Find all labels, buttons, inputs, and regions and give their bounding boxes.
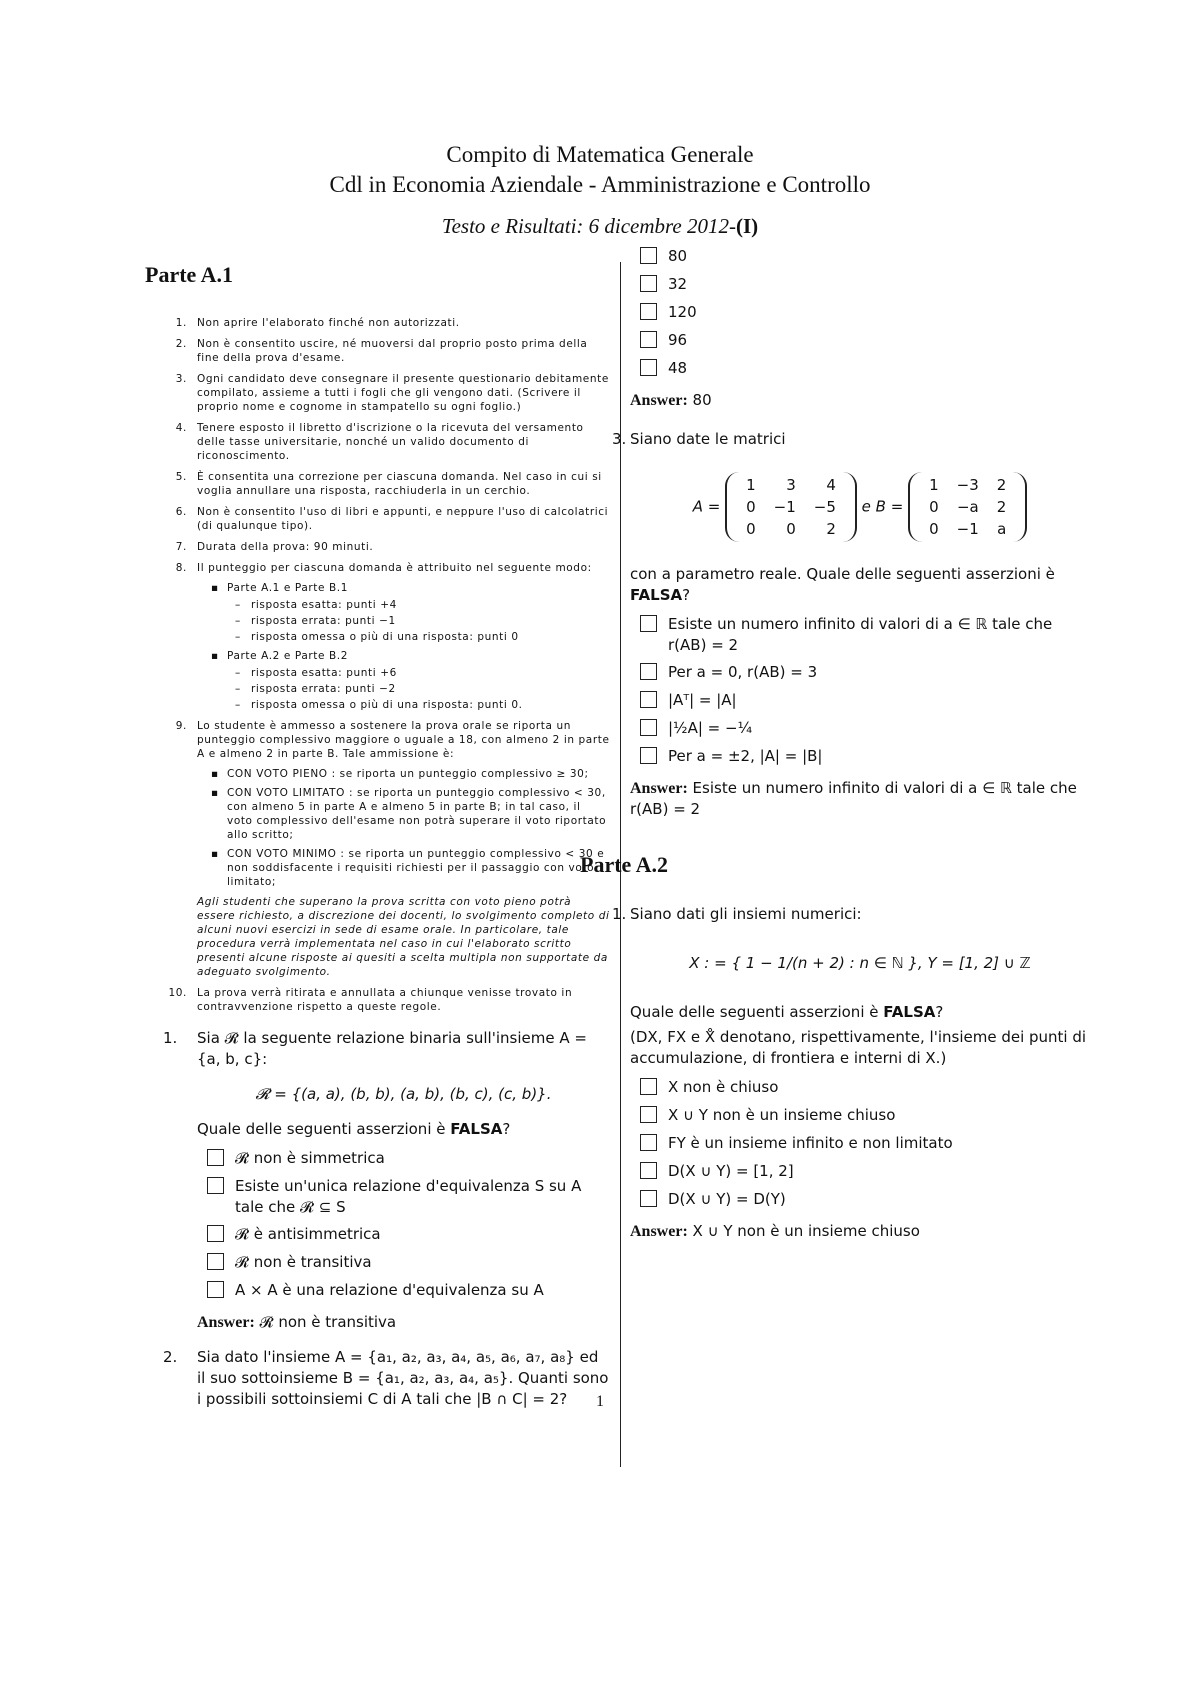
option-item[interactable]: Esiste un numero infinito di valori di a ∈ ℝ tale che r(AB) = 2 [630,614,1090,656]
options-list [197,1148,610,1302]
notation-explanation: (DX, FX e X̊ denotano, rispettivamente, l'insieme dei punti di accumulazione, di frontiera e interni di X.) [630,1028,1087,1067]
question-a1-3: 3. Siano date le matrici A = 1 3 4 0 −1 −5 0 0 2 e B = 1 −3 2 0 −a 2 0 −1 a con a parametro reale. Quale delle seguenti asserzioni è FALSA? Esiste un numero infinito di valori di a ∈ ℝ tale che r(AB) = 2 Per a = 0, r(AB) = 3 |Aᵀ| = |A| |½A| = −¼ Per a = ±2, |A| = |B| Answer: Esiste un numero infinito di valori di a ∈ ℝ tale che r(AB) = 2 [630,429,1090,820]
checkbox[interactable] [207,1149,224,1166]
matrix-cell: 0 [929,520,939,538]
checkbox[interactable] [640,1162,657,1179]
matrix-cell: 2 [996,498,1007,516]
option-item[interactable]: 32 [630,274,1090,296]
matrix-b [908,472,1027,542]
option-item[interactable]: 𝓡 è antisimmetrica [197,1224,610,1246]
sets-formula: X : = { 1 − 1/(n + 2) : n ∈ ℕ }, Y = [1, 2] ∪ ℤ [689,954,1031,972]
rule-item: 5. È consentita una correzione per ciascuna domanda. Nel caso in cui si voglia annullare una risposta, racchiuderla in un cerchio. [175,471,602,497]
option-item[interactable]: 120 [630,302,1090,324]
checkbox[interactable] [640,1078,657,1095]
checkbox[interactable] [640,747,657,764]
option-item[interactable]: X non è chiuso [630,1077,1090,1099]
question-text: Sia 𝓡 la seguente relazione binaria sull'insieme A = {a, b, c}: [197,1029,587,1068]
checkbox[interactable] [640,359,657,376]
checkbox[interactable] [640,1134,657,1151]
checkbox[interactable] [640,663,657,680]
relation-formula: 𝓡 = {(a, a), (b, b), (a, b), (b, c), (c, b)}. [255,1085,552,1103]
scoring-list [197,581,610,712]
question-text: Siano date le matrici [630,430,786,448]
option-item[interactable]: D(X ∪ Y) = D(Y) [630,1189,1090,1211]
option-item[interactable]: X ∪ Y non è un insieme chiuso [630,1105,1090,1127]
matrix-cell: −a [956,498,979,516]
option-item[interactable]: |Aᵀ| = |A| [630,690,1090,712]
subtitle: Testo e Risultati: 6 dicembre 2012-(I) [441,214,759,238]
scoring-rule: – risposta esatta: punti +6 [227,666,610,680]
option-item[interactable]: |½A| = −¼ [630,718,1090,740]
document-header [0,140,1200,239]
exam-rules [145,316,610,1014]
rule-item: 3. Ogni candidato deve consegnare il presente questionario debitamente compilato, assieme a tutti i fogli che gli vengono dati. (Scrivere il proprio nome e cognome in stampatello su ogni foglio.) [175,373,609,413]
scoring-rule: – risposta errata: punti −1 [227,614,610,628]
options-list [630,614,1090,768]
options-list [630,246,1090,380]
matrix-cell: 2 [996,476,1007,494]
matrix-cell: 1 [929,476,939,494]
admission-item: ▪ CON VOTO PIENO : se riporta un punteggio complessivo ≥ 30; [197,767,610,781]
checkbox[interactable] [640,719,657,736]
question-a1-2-options [630,246,1090,411]
options-list [630,1077,1090,1211]
matrix-cell: −5 [813,498,836,516]
checkbox[interactable] [640,1190,657,1207]
matrix-cell: −1 [773,498,796,516]
checkbox[interactable] [640,691,657,708]
scoring-rule: – risposta omessa o più di una risposta: punti 0 [227,630,610,644]
page-number: 1 [596,1393,604,1410]
rule-item: 4. Tenere esposto il libretto d'iscrizione o la ricevuta del versamento delle tasse universitarie, nonché un valido documento di riconoscimento. [175,422,584,462]
scoring-rule: – risposta omessa o più di una risposta: punti 0. [227,698,610,712]
checkbox[interactable] [640,615,657,632]
section-title-a1: Parte A.1 [145,262,233,287]
question-a1-1: 1. Sia 𝓡 la seguente relazione binaria sull'insieme A = {a, b, c}: 𝓡 = {(a, a), (b, b), (a, b), (b, c), (c, b)}. Quale delle seguenti asserzioni è FALSA? 𝓡 non è simmetrica Esiste un'unica relazione d'equivalenza S su A tale che 𝓡 ⊆ S 𝓡 è antisimmetrica 𝓡 non è transitiva A × A è una relazione d'equivalenza su A Answer: 𝓡 non è transitiva [145,1028,610,1333]
rule-item: 9. Lo studente è ammesso a sostenere la prova orale se riporta un punteggio complessivo maggiore o uguale a 18, con almeno 2 in parte A e almeno 2 in parte B. Tale ammissione è: ▪ CON VOTO PIENO : se riporta un punteggio complessivo ≥ 30; ▪ CON VOTO LIMITATO : se riporta un punteggio complessivo < 30, con almeno 5 in parte A e almeno 5 in parte B; in tal caso, il voto complessivo dell'esame non potrà superare il voto riportato allo scritto; ▪ CON VOTO MINIMO : se riporta un punteggio complessivo < 30 e non soddisfacente i requisiti richiesti per il passaggio con voto limitato; Agli studenti che superano la prova scritta con voto pieno potrà essere richiesto, a discrezione dei docenti, lo svolgimento completo di alcuni nuovi esercizi in sede di esame orale. In particolare, tale procedura verrà implementata nel caso in cui l'elaborato scritto presenti alcune risposte ai quesiti a scelta multipla non supportate da adeguato svolgimento. [145,719,610,979]
left-column [145,262,610,1410]
rule-item: 2. Non è consentito uscire, né muoversi dal proprio posto prima della fine della prova d'esame. [175,338,588,364]
title-line-2: Cdl in Economia Aziendale - Amministrazione e Controllo [329,172,871,197]
option-item[interactable]: 48 [630,358,1090,380]
right-column [580,247,1090,1242]
admission-item: ▪ CON VOTO LIMITATO : se riporta un punteggio complessivo < 30, con almeno 5 in parte A e almeno 5 in parte B; in tal caso, il voto complessivo dell'esame non potrà superare il voto riportato allo scritto; [197,786,610,842]
matrix-cell: −1 [956,520,979,538]
option-item[interactable]: 𝓡 non è simmetrica [197,1148,610,1170]
scoring-rule: – risposta esatta: punti +4 [227,598,610,612]
answer-line: Answer: 80 [630,391,712,409]
matrices: A = 1 3 4 0 −1 −5 0 0 2 e B = 1 −3 2 0 −a 2 0 −1 a [630,472,1090,542]
answer-line: Answer: X ∪ Y non è un insieme chiuso [630,1222,920,1240]
option-item[interactable]: 96 [630,330,1090,352]
matrix-cell: 1 [746,476,756,494]
checkbox[interactable] [640,1106,657,1123]
scoring-group: ▪ Parte A.2 e Parte B.2 – risposta esatta: punti +6 – risposta errata: punti −2 – risposta omessa o più di una risposta: punti 0. [197,649,610,712]
matrix-cell: 4 [826,476,836,494]
matrix-cell: 0 [746,498,756,516]
answer-line: Answer: Esiste un numero infinito di valori di a ∈ ℝ tale che r(AB) = 2 [630,779,1077,818]
rule-item: 8. Il punteggio per ciascuna domanda è attribuito nel seguente modo: ▪ Parte A.1 e Parte B.1 – risposta esatta: punti +4 – risposta errata: punti −1 – risposta omessa o più di una risposta: punti 0 ▪ Parte A.2 e Parte B.2 – risposta esatta: punti +6 – risposta errata: punti −2 – risposta omessa o più di una risposta: punti 0. [145,561,610,712]
admission-list [197,767,610,889]
matrix-cell: 0 [786,520,796,538]
option-item[interactable]: A × A è una relazione d'equivalenza su A [197,1280,610,1302]
section-title-a2: Parte A.2 [580,852,668,877]
rule-item: 6. Non è consentito l'uso di libri e appunti, e neppure l'uso di calcolatrici (di qualunque tipo). [175,506,609,532]
admission-item: ▪ CON VOTO MINIMO : se riporta un punteggio complessivo < 30 e non soddisfacente i requisiti richiesti per il passaggio con voto limitato; [197,847,610,889]
option-item[interactable]: 80 [630,246,1090,268]
matrix-cell: a [997,520,1007,538]
checkbox[interactable] [207,1281,224,1298]
option-item[interactable]: FY è un insieme infinito e non limitato [630,1133,1090,1155]
option-item[interactable]: Per a = ±2, |A| = |B| [630,746,1090,768]
checkbox[interactable] [640,331,657,348]
matrix-cell: −3 [956,476,979,494]
question-prompt: con a parametro reale. Quale delle seguenti asserzioni è FALSA? [630,565,1055,604]
question-prompt: Quale delle seguenti asserzioni è FALSA? [630,1003,944,1021]
scoring-rule: – risposta errata: punti −2 [227,682,610,696]
question-text: Sia dato l'insieme A = {a₁, a₂, a₃, a₄, a₅, a₆, a₇, a₈} ed il suo sottoinsieme B = {a₁, a₂, a₃, a₄, a₅}. Quanti sono i possibili sottoinsiemi C di A tali che |B ∩ C| = 2? [197,1348,609,1408]
question-a2-1: 1. Siano dati gli insiemi numerici: X : = { 1 − 1/(n + 2) : n ∈ ℕ }, Y = [1, 2] ∪ ℤ Quale delle seguenti asserzioni è FALSA? (DX, FX e X̊ denotano, rispettivamente, l'insieme dei punti di accumulazione, di frontiera e interni di X.) X non è chiuso X ∪ Y non è un insieme chiuso FY è un insieme infinito e non limitato D(X ∪ Y) = [1, 2] D(X ∪ Y) = D(Y) Answer: X ∪ Y non è un insieme chiuso [630,904,1090,1242]
matrix-cell: 3 [786,476,796,494]
rule-item: 7. Durata della prova: 90 minuti. [175,541,374,553]
question-text: Siano dati gli insiemi numerici: [630,905,862,923]
option-item[interactable]: Per a = 0, r(AB) = 3 [630,662,1090,684]
checkbox[interactable] [640,247,657,264]
checkbox[interactable] [640,303,657,320]
checkbox[interactable] [207,1253,224,1270]
option-item[interactable]: Esiste un'unica relazione d'equivalenza S su A tale che 𝓡 ⊆ S [197,1176,610,1218]
matrix-cell: 2 [826,520,836,538]
option-item[interactable]: D(X ∪ Y) = [1, 2] [630,1161,1090,1183]
rule-item: 10. La prova verrà ritirata e annullata a chiunque venisse trovato in contravvenzione rispetto a queste regole. [168,987,573,1013]
answer-line: Answer: 𝓡 non è transitiva [197,1313,397,1331]
title-line-1: Compito di Matematica Generale [446,142,754,167]
checkbox[interactable] [207,1225,224,1242]
option-item[interactable]: 𝓡 non è transitiva [197,1252,610,1274]
checkbox[interactable] [640,275,657,292]
matrix-a [725,472,857,542]
question-prompt: Quale delle seguenti asserzioni è FALSA? [197,1120,511,1138]
matrix-cell: 0 [746,520,756,538]
matrix-cell: 0 [929,498,939,516]
oral-note: Agli studenti che superano la prova scritta con voto pieno potrà essere richiesto, a discrezione dei docenti, lo svolgimento completo di alcuni nuovi esercizi in sede di esame orale. In particolare, tale procedura verrà implementata nel caso in cui l'elaborato scritto presenti alcune risposte ai quesiti a scelta multipla non supportate da adeguato svolgimento. [197,896,610,978]
question-a1-2: 2. Sia dato l'insieme A = {a₁, a₂, a₃, a₄, a₅, a₆, a₇, a₈} ed il suo sottoinsieme B = {a₁, a₂, a₃, a₄, a₅}. Quanti sono i possibili sottoinsiemi C di A tali che |B ∩ C| = 2? [163,1348,609,1408]
checkbox[interactable] [207,1177,224,1194]
scoring-group: ▪ Parte A.1 e Parte B.1 – risposta esatta: punti +4 – risposta errata: punti −1 – risposta omessa o più di una risposta: punti 0 [197,581,610,644]
rule-item: 1. Non aprire l'elaborato finché non autorizzati. [175,317,460,329]
